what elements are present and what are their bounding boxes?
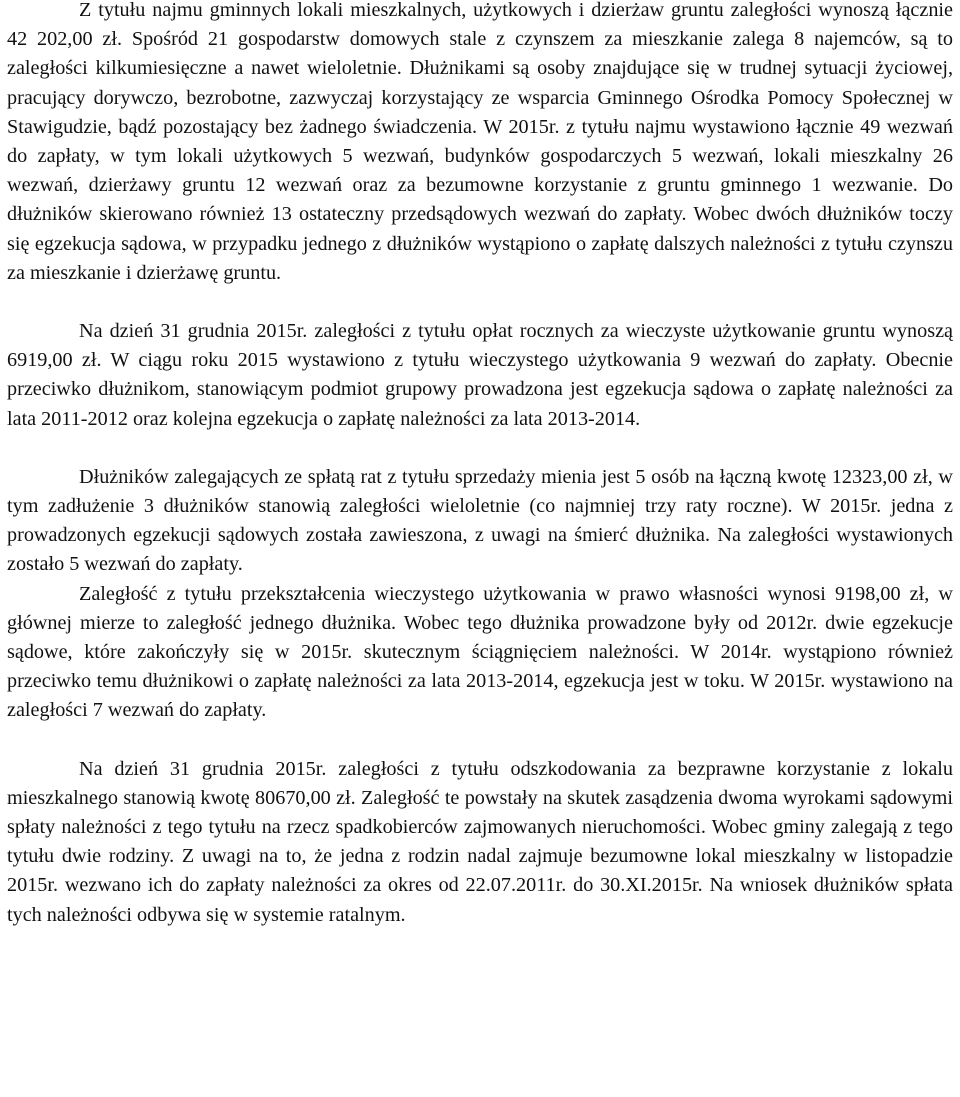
paragraph-compensation: Na dzień 31 grudnia 2015r. zaległości z tytułu odszkodowania za bezprawne korzystanie z lokalu mieszkalnego stanowią kwotę 80670,00 zł. Zaległość te powstały na skutek zasądzenia dwoma wyrokami sądowymi spłaty należności z tego tytułu na rzecz spadkobierców zajmowanych nieruchomości. Wobec gminy zalegają z tego tytułu dwie rodziny. Z uwagi na to, że jedna z rodzin nadal zajmuje bezumowne lokal mieszkalny w listopadzie 2015r. wezwano ich do zapłaty należności za okres od 22.07.2011r. do 30.XI.2015r. Na wniosek dłużników spłata tych należności odbywa się w systemie ratalnym. bbox=[7, 757, 953, 926]
paragraph-ownership-conversion: Zaległość z tytułu przekształcenia wieczystego użytkowania w prawo własności wynosi 9198,00 zł, w głównej mierze to zaległość jednego dłużnika. Wobec tego dłużnika prowadzone były od 2012r. dwie egzekucje sądowe, które zakończyły się w 2015r. skutecznym ściągnięciem należności. W 2014r. wystąpiono również przeciwko temu dłużnikowi o zapłatę należności za lata 2013-2014, egzekucja jest w toku. W 2015r. wystawiono na zaległości 7 wezwań do zapłaty. bbox=[7, 582, 953, 722]
document-page bbox=[7, 0, 953, 930]
paragraph-spacer bbox=[7, 288, 953, 317]
paragraph-spacer bbox=[7, 726, 953, 755]
paragraph-rent-arrears: Z tytułu najmu gminnych lokali mieszkalnych, użytkowych i dzierżaw gruntu zaległości wynoszą łącznie 42 202,00 zł. Spośród 21 gospodarstw domowych stale z czynszem za mieszkanie zalega 8 najemców, są to zaległości kilkumiesięczne a nawet wieloletnie. Dłużnikami są osoby znajdujące się w trudnej sytuacji życiowej, pracujący dorywczo, bezrobotne, zazwyczaj korzystający ze wsparcia Gminnego Ośrodka Pomocy Społecznej w Stawigudzie, bądź pozostający bez żadnego świadczenia. W 2015r. z tytułu najmu wystawiono łącznie 49 wezwań do zapłaty, w tym lokali użytkowych 5 wezwań, budynków gospodarczych 5 wezwań, lokali mieszkalny 26 wezwań, dzierżawy gruntu 12 wezwań oraz za bezumowne korzystanie z gruntu gminnego 1 wezwanie. Do dłużników skierowano również 13 ostateczny przedsądowych wezwań do zapłaty. Wobec dwóch dłużników toczy się egzekucja sądowa, w przypadku jednego z dłużników wystąpiono o zapłatę dalszych należności z tytułu czynszu za mieszkanie i dzierżawę gruntu. bbox=[7, 0, 953, 284]
paragraph-perpetual-usufruct: Na dzień 31 grudnia 2015r. zaległości z tytułu opłat rocznych za wieczyste użytkowanie gruntu wynoszą 6919,00 zł. W ciągu roku 2015 wystawiono z tytułu wieczystego użytkowania 9 wezwań do zapłaty. Obecnie przeciwko dłużnikom, stanowiącym podmiot grupowy prowadzona jest egzekucja sądowa o zapłatę należności za lata 2011-2012 oraz kolejna egzekucja o zapłatę należności za lata 2013-2014. bbox=[7, 320, 953, 430]
paragraph-property-sale-installments: Dłużników zalegających ze spłatą rat z tytułu sprzedaży mienia jest 5 osób na łączną kwotę 12323,00 zł, w tym zadłużenie 3 dłużników stanowią zaległości wieloletnie (co najmniej trzy raty roczne). W 2015r. jedna z prowadzonych egzekucji sądowych została zawieszona, z uwagi na śmierć dłużnika. Na zaległości wystawionych zostało 5 wezwań do zapłaty. bbox=[7, 465, 953, 576]
paragraph-spacer bbox=[7, 434, 953, 463]
